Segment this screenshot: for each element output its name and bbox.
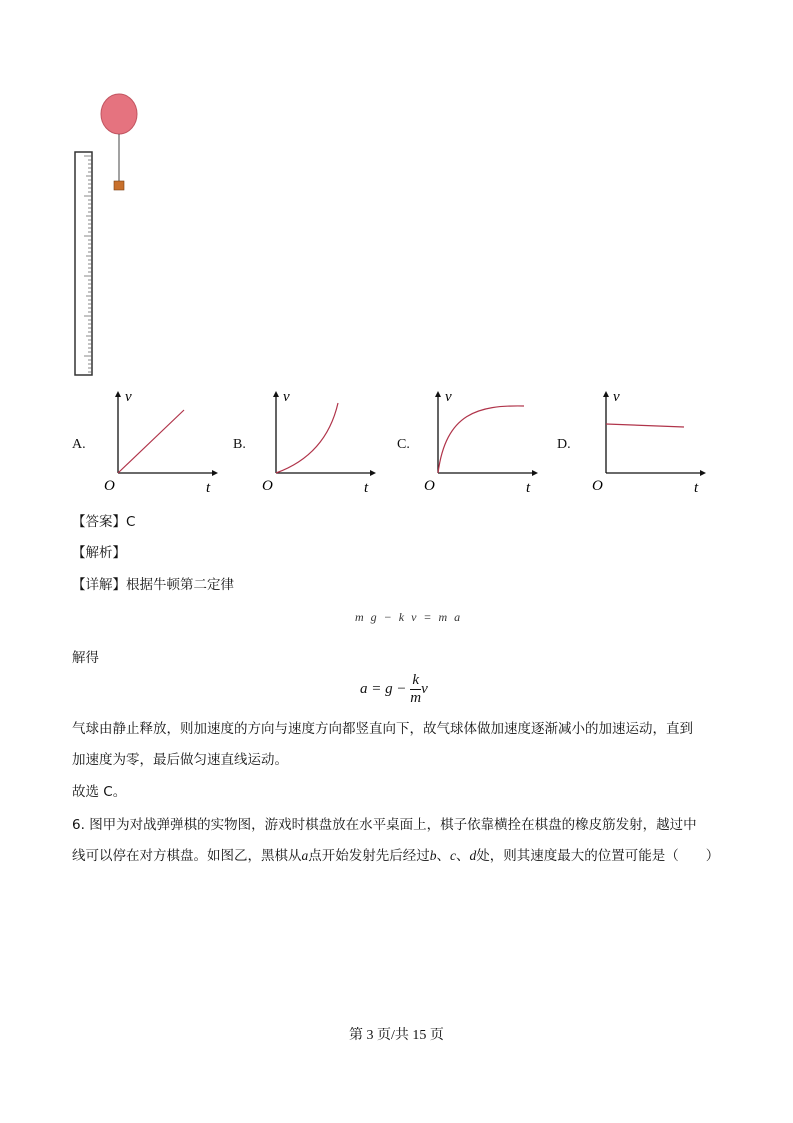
hanging-block [114,181,124,190]
question-text-2b: 点开始发射先后经过 [308,848,430,864]
answer-line [72,512,135,532]
explanation-line-2: 加速度为零，最后做匀速直线运动。 [72,752,288,768]
point-b: b [429,848,437,863]
x-axis-arrow [532,470,538,476]
x-axis-label: t [694,480,699,496]
velocity-curve [118,410,184,473]
y-axis-label: v [613,389,620,405]
option-b-graph [258,385,383,500]
point-a: a [301,848,309,863]
x-axis-label: t [206,480,211,496]
option-a-label: A. [72,437,86,452]
detail-label: 【详解】 [72,577,126,593]
question-6-line-1 [72,815,697,835]
origin-label: O [424,478,435,494]
question-6-line-2 [72,846,719,866]
conclusion: 故选 C。 [72,784,127,800]
option-c-label: C. [397,437,410,452]
point-d: d [469,848,477,863]
detail-line [72,575,234,595]
equation-fraction [410,672,421,707]
question-text-2a: 线可以停在对方棋盘。如图乙，黑棋从 [72,848,302,864]
solve-label: 解得 [72,650,99,666]
separator-2: 、 [456,848,470,864]
fraction-numerator: k [410,672,421,690]
answer-value: C [126,514,136,530]
x-axis-label: t [526,480,531,496]
velocity-curve [276,403,338,473]
x-axis-label: t [364,480,369,496]
origin-label: O [592,478,603,494]
y-axis-label: v [125,389,132,405]
origin-label: O [104,478,115,494]
detail-text: 根据牛顿第二定律 [126,577,234,593]
question-text-1: 图甲为对战弹弹棋的实物图，游戏时棋盘放在水平桌面上，棋子依靠横拴在棋盘的橡皮筋发射，越过中 [89,817,697,833]
x-axis-arrow [700,470,706,476]
y-axis-arrow [435,391,441,397]
option-b-label: B. [233,437,246,452]
ruler [75,152,92,375]
x-axis-arrow [212,470,218,476]
option-c-graph [420,385,545,500]
balloon-ruler-figure [60,88,160,383]
y-axis-arrow [115,391,121,397]
point-c: c [450,848,456,863]
fraction-denominator: m [410,690,422,706]
question-text-2c: 处，则其速度最大的位置可能是（ ） [476,848,720,864]
option-a-graph [100,385,225,500]
question-number: 6. [72,817,85,833]
separator-1: 、 [436,848,450,864]
origin-label: O [262,478,273,494]
y-axis-arrow [603,391,609,397]
y-axis-arrow [273,391,279,397]
option-d-graph [588,385,713,500]
equation-newton: m g − k v = m a [355,610,463,624]
x-axis-arrow [370,470,376,476]
analysis-label: 【解析】 [72,545,126,561]
explanation-line-1: 气球由静止释放，则加速度的方向与速度方向都竖直向下，故气球体做加速度逐渐减小的加速运动，直到 [72,721,693,737]
y-axis-label: v [445,389,452,405]
equation-lhs: a = g − [360,680,407,697]
equation-acceleration [360,672,428,707]
velocity-curve [438,406,524,473]
option-d-label: D. [557,437,571,452]
equation-tail: v [421,680,428,697]
velocity-curve [606,424,684,427]
page-footer: 第 3 页/共 15 页 [349,1028,444,1043]
answer-label: 【答案】 [72,514,126,530]
y-axis-label: v [283,389,290,405]
balloon [101,94,137,134]
